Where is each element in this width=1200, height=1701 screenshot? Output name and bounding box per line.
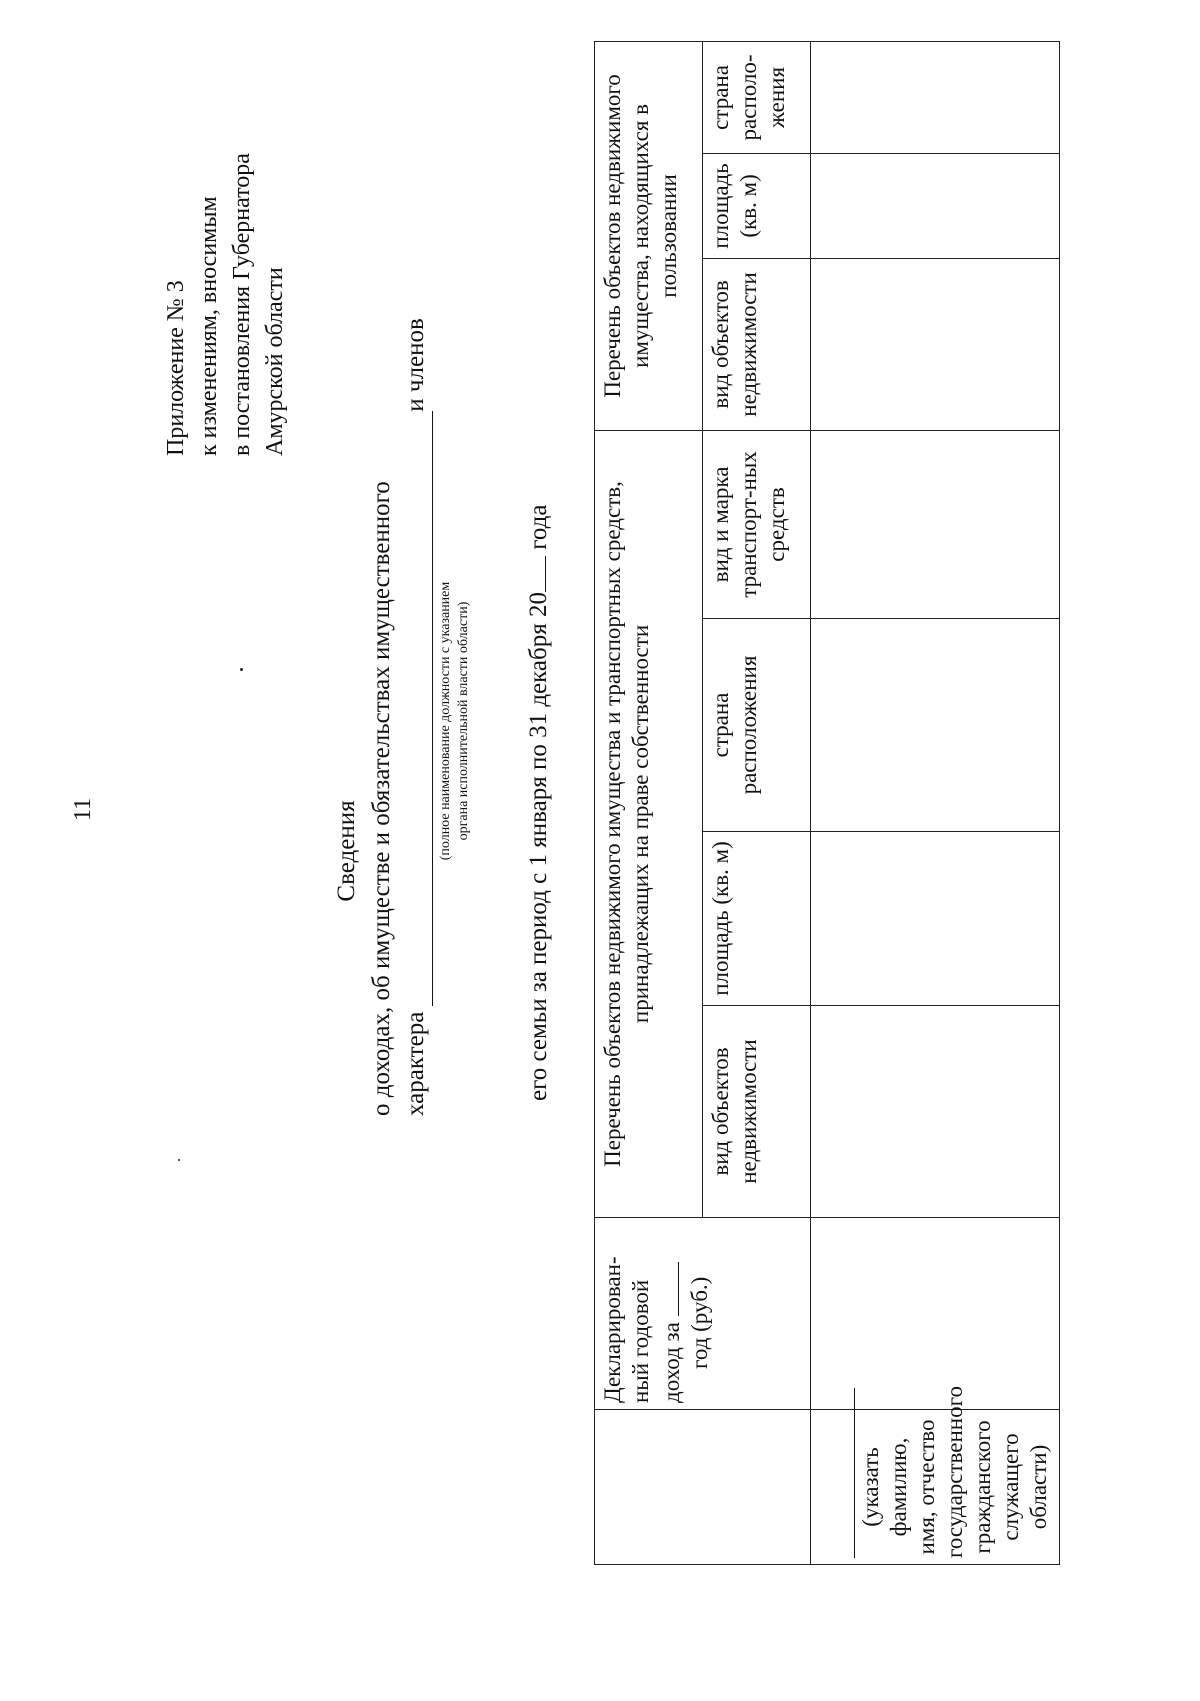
name-blank-line xyxy=(854,1388,855,1558)
name-header-cell xyxy=(595,1410,811,1565)
owned-group-header: Перечень объектов недвижимого имущества и транспортных средств, принадлежащих на праве собственности xyxy=(595,430,703,1217)
table-cell xyxy=(811,619,1060,832)
title-line-2-end: и членов xyxy=(402,318,429,412)
table-cell xyxy=(811,1006,1060,1218)
appendix-line-2: к изменениям, вносимым xyxy=(196,196,222,456)
page-number: 11 xyxy=(70,797,96,821)
position-hint-line-1: (полное наименование должности с указанием xyxy=(438,581,453,861)
position-fill-line xyxy=(432,411,433,1006)
position-hint xyxy=(437,441,473,1001)
income-header-line-3: доход за xyxy=(655,1224,686,1403)
table-cell xyxy=(811,1218,1060,1410)
position-hint-line-2: органа исполнительной власти области) xyxy=(456,601,471,841)
income-year-blank xyxy=(655,1262,679,1316)
col-used-country: страна располо-жения xyxy=(703,41,811,153)
scan-speck xyxy=(240,668,243,671)
table-cell xyxy=(811,430,1060,618)
col-owned-vehicles: вид и марка транспорт-ных средств xyxy=(703,430,811,618)
col-used-area: площадь (кв. м) xyxy=(703,153,811,258)
appendix-line-1: Приложение № 3 xyxy=(163,280,189,456)
used-group-header: Перечень объектов недвижимого имущества, находящихся в пользовании xyxy=(595,41,703,430)
year-blank xyxy=(520,556,546,592)
appendix-note xyxy=(160,153,292,456)
title-line-2-start: характера xyxy=(402,1011,429,1116)
title-line-1: о доходах, об имуществе и обязательствах имущественного xyxy=(368,481,395,1116)
period-line xyxy=(520,505,553,1101)
col-used-type: вид объектов недвижимости xyxy=(703,258,811,430)
declaration-table xyxy=(594,41,1060,1565)
income-header-line-2: ный годовой xyxy=(628,1279,653,1403)
col-owned-area: площадь (кв. м) xyxy=(703,832,811,1006)
appendix-line-4: Амурской области xyxy=(262,267,288,456)
period-line-end: года xyxy=(525,504,552,550)
table-cell xyxy=(811,41,1060,153)
table-cell xyxy=(811,258,1060,430)
col-owned-type: вид объектов недвижимости xyxy=(703,1006,811,1218)
col-owned-country: страна расположения xyxy=(703,619,811,832)
scan-speck xyxy=(178,1159,180,1161)
name-hint: (указать фамилию, имя, отчество государственного гражданского служащего области) xyxy=(858,1386,1051,1558)
income-header-line-1: Декларирован- xyxy=(600,1256,625,1403)
table-cell xyxy=(811,832,1060,1006)
title-line-2 xyxy=(402,318,430,1116)
appendix-line-3: в постановления Губернатора xyxy=(229,153,255,456)
document-title: Сведения xyxy=(333,800,360,902)
table-cell xyxy=(811,153,1060,258)
income-header xyxy=(595,1218,811,1410)
income-header-line-4: год (руб.) xyxy=(687,1276,712,1369)
period-line-start: его семьи за период с 1 января по 31 декабря 20 xyxy=(525,592,552,1101)
name-cell xyxy=(811,1386,1060,1565)
